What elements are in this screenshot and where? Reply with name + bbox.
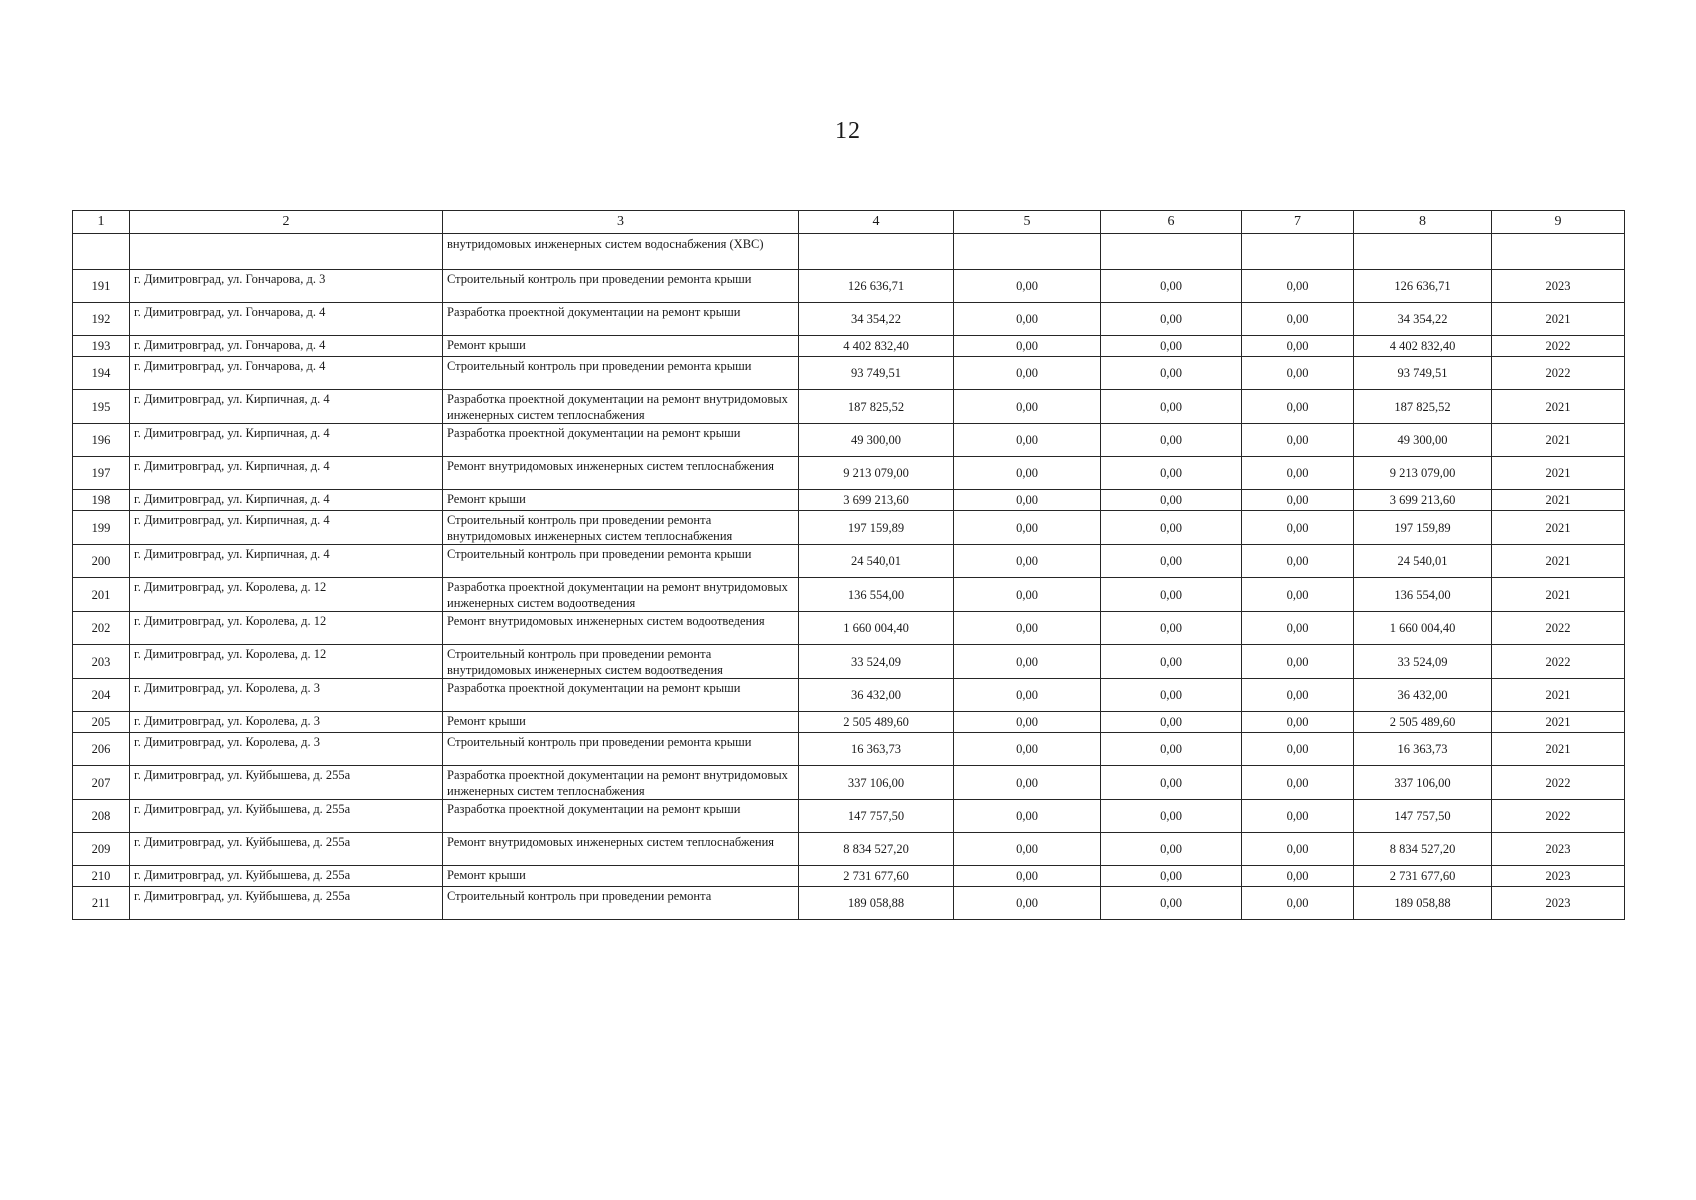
total-cost-cell: 49 300,00 (799, 424, 954, 457)
column-7-cell: 0,00 (1242, 733, 1354, 766)
row-number: 211 (73, 887, 130, 920)
address-cell: г. Димитровград, ул. Куйбышева, д. 255а (130, 887, 443, 920)
total-cost-cell: 33 524,09 (799, 645, 954, 679)
column-8-cell: 136 554,00 (1354, 578, 1492, 612)
column-header: 3 (443, 211, 799, 234)
address-cell: г. Димитровград, ул. Кирпичная, д. 4 (130, 545, 443, 578)
column-7-cell: 0,00 (1242, 511, 1354, 545)
year-cell: 2021 (1492, 424, 1625, 457)
table-cell (73, 234, 130, 270)
work-type-cell: Разработка проектной документации на ремонт крыши (443, 303, 799, 336)
column-5-cell: 0,00 (954, 336, 1101, 357)
total-cost-cell: 189 058,88 (799, 887, 954, 920)
year-cell: 2021 (1492, 490, 1625, 511)
column-5-cell: 0,00 (954, 303, 1101, 336)
column-8-cell: 126 636,71 (1354, 270, 1492, 303)
total-cost-cell: 9 213 079,00 (799, 457, 954, 490)
column-7-cell: 0,00 (1242, 766, 1354, 800)
column-5-cell: 0,00 (954, 612, 1101, 645)
column-8-cell: 93 749,51 (1354, 357, 1492, 390)
column-7-cell: 0,00 (1242, 866, 1354, 887)
work-type-cell: Ремонт внутридомовых инженерных систем водоотведения (443, 612, 799, 645)
total-cost-cell: 1 660 004,40 (799, 612, 954, 645)
table-row (73, 645, 1625, 679)
column-6-cell: 0,00 (1101, 578, 1242, 612)
work-type-cell: Строительный контроль при проведении ремонта крыши (443, 545, 799, 578)
year-cell: 2021 (1492, 578, 1625, 612)
row-number: 198 (73, 490, 130, 511)
row-number: 193 (73, 336, 130, 357)
year-cell: 2022 (1492, 645, 1625, 679)
column-7-cell: 0,00 (1242, 612, 1354, 645)
total-cost-cell: 36 432,00 (799, 679, 954, 712)
table-row (73, 887, 1625, 920)
work-type-cell: Ремонт внутридомовых инженерных систем теплоснабжения (443, 457, 799, 490)
total-cost-cell: 187 825,52 (799, 390, 954, 424)
column-header: 9 (1492, 211, 1625, 234)
table-row (73, 545, 1625, 578)
column-5-cell: 0,00 (954, 511, 1101, 545)
continuation-row (73, 234, 1625, 270)
column-7-cell: 0,00 (1242, 490, 1354, 511)
work-type-cell: Разработка проектной документации на ремонт крыши (443, 424, 799, 457)
row-number: 196 (73, 424, 130, 457)
address-cell: г. Димитровград, ул. Куйбышева, д. 255а (130, 833, 443, 866)
year-cell: 2021 (1492, 679, 1625, 712)
column-header: 2 (130, 211, 443, 234)
column-7-cell: 0,00 (1242, 336, 1354, 357)
column-6-cell: 0,00 (1101, 336, 1242, 357)
column-5-cell: 0,00 (954, 645, 1101, 679)
column-7-cell: 0,00 (1242, 833, 1354, 866)
register-table (72, 210, 1625, 920)
table-row (73, 357, 1625, 390)
column-header: 7 (1242, 211, 1354, 234)
column-8-cell: 1 660 004,40 (1354, 612, 1492, 645)
column-5-cell: 0,00 (954, 457, 1101, 490)
column-6-cell: 0,00 (1101, 270, 1242, 303)
year-cell: 2022 (1492, 800, 1625, 833)
column-8-cell: 33 524,09 (1354, 645, 1492, 679)
column-5-cell: 0,00 (954, 866, 1101, 887)
row-number: 197 (73, 457, 130, 490)
column-6-cell: 0,00 (1101, 833, 1242, 866)
column-5-cell: 0,00 (954, 800, 1101, 833)
column-8-cell: 24 540,01 (1354, 545, 1492, 578)
total-cost-cell: 34 354,22 (799, 303, 954, 336)
row-number: 204 (73, 679, 130, 712)
address-cell: г. Димитровград, ул. Королева, д. 12 (130, 645, 443, 679)
column-5-cell: 0,00 (954, 357, 1101, 390)
work-type-cell: Ремонт крыши (443, 866, 799, 887)
row-number: 205 (73, 712, 130, 733)
column-header: 5 (954, 211, 1101, 234)
year-cell: 2021 (1492, 733, 1625, 766)
column-5-cell: 0,00 (954, 578, 1101, 612)
column-5-cell: 0,00 (954, 733, 1101, 766)
total-cost-cell: 147 757,50 (799, 800, 954, 833)
column-8-cell: 3 699 213,60 (1354, 490, 1492, 511)
row-number: 192 (73, 303, 130, 336)
year-cell: 2021 (1492, 511, 1625, 545)
table-row (73, 679, 1625, 712)
column-7-cell: 0,00 (1242, 712, 1354, 733)
year-cell: 2022 (1492, 336, 1625, 357)
year-cell: 2022 (1492, 612, 1625, 645)
column-6-cell: 0,00 (1101, 357, 1242, 390)
total-cost-cell: 2 505 489,60 (799, 712, 954, 733)
table-row (73, 712, 1625, 733)
row-number: 202 (73, 612, 130, 645)
column-6-cell: 0,00 (1101, 511, 1242, 545)
work-type-cell: Ремонт внутридомовых инженерных систем теплоснабжения (443, 833, 799, 866)
table-row (73, 390, 1625, 424)
total-cost-cell: 24 540,01 (799, 545, 954, 578)
row-number: 194 (73, 357, 130, 390)
column-8-cell: 16 363,73 (1354, 733, 1492, 766)
column-8-cell: 187 825,52 (1354, 390, 1492, 424)
column-8-cell: 49 300,00 (1354, 424, 1492, 457)
total-cost-cell: 126 636,71 (799, 270, 954, 303)
total-cost-cell: 197 159,89 (799, 511, 954, 545)
column-7-cell: 0,00 (1242, 424, 1354, 457)
column-6-cell: 0,00 (1101, 645, 1242, 679)
column-7-cell: 0,00 (1242, 645, 1354, 679)
column-header: 6 (1101, 211, 1242, 234)
row-number: 201 (73, 578, 130, 612)
table-row (73, 336, 1625, 357)
column-6-cell: 0,00 (1101, 490, 1242, 511)
table-row (73, 733, 1625, 766)
column-7-cell: 0,00 (1242, 270, 1354, 303)
row-number: 199 (73, 511, 130, 545)
work-type-cell: Разработка проектной документации на ремонт крыши (443, 679, 799, 712)
year-cell: 2021 (1492, 390, 1625, 424)
table-row (73, 490, 1625, 511)
column-8-cell: 337 106,00 (1354, 766, 1492, 800)
year-cell: 2023 (1492, 270, 1625, 303)
page-number: 12 (835, 118, 861, 144)
row-number: 207 (73, 766, 130, 800)
column-7-cell: 0,00 (1242, 578, 1354, 612)
row-number: 200 (73, 545, 130, 578)
work-type-cell: Разработка проектной документации на ремонт внутридомовых инженерных систем теплоснабжения (443, 766, 799, 800)
column-7-cell: 0,00 (1242, 545, 1354, 578)
column-5-cell: 0,00 (954, 270, 1101, 303)
row-number: 191 (73, 270, 130, 303)
table-row (73, 612, 1625, 645)
column-7-cell: 0,00 (1242, 679, 1354, 712)
year-cell: 2021 (1492, 303, 1625, 336)
column-8-cell: 197 159,89 (1354, 511, 1492, 545)
column-8-cell: 2 731 677,60 (1354, 866, 1492, 887)
address-cell: г. Димитровград, ул. Гончарова, д. 4 (130, 336, 443, 357)
table-cell (954, 234, 1101, 270)
work-type-cell: Ремонт крыши (443, 712, 799, 733)
total-cost-cell: 136 554,00 (799, 578, 954, 612)
work-type-cell: Разработка проектной документации на ремонт внутридомовых инженерных систем водоотведения (443, 578, 799, 612)
address-cell: г. Димитровград, ул. Королева, д. 12 (130, 612, 443, 645)
work-type-cell: Строительный контроль при проведении ремонта внутридомовых инженерных систем теплоснабжения (443, 511, 799, 545)
row-number: 203 (73, 645, 130, 679)
address-cell: г. Димитровград, ул. Королева, д. 12 (130, 578, 443, 612)
continuation-text: внутридомовых инженерных систем водоснабжения (ХВС) (443, 234, 799, 270)
column-8-cell: 36 432,00 (1354, 679, 1492, 712)
work-type-cell: Строительный контроль при проведении ремонта крыши (443, 357, 799, 390)
column-8-cell: 2 505 489,60 (1354, 712, 1492, 733)
column-6-cell: 0,00 (1101, 424, 1242, 457)
column-7-cell: 0,00 (1242, 390, 1354, 424)
table-cell (1101, 234, 1242, 270)
column-6-cell: 0,00 (1101, 712, 1242, 733)
column-7-cell: 0,00 (1242, 887, 1354, 920)
column-6-cell: 0,00 (1101, 887, 1242, 920)
address-cell: г. Димитровград, ул. Кирпичная, д. 4 (130, 457, 443, 490)
address-cell: г. Димитровград, ул. Куйбышева, д. 255а (130, 766, 443, 800)
year-cell: 2021 (1492, 457, 1625, 490)
column-5-cell: 0,00 (954, 490, 1101, 511)
total-cost-cell: 4 402 832,40 (799, 336, 954, 357)
column-6-cell: 0,00 (1101, 800, 1242, 833)
column-8-cell: 8 834 527,20 (1354, 833, 1492, 866)
column-7-cell: 0,00 (1242, 457, 1354, 490)
row-number: 195 (73, 390, 130, 424)
year-cell: 2023 (1492, 887, 1625, 920)
table-header (73, 211, 1625, 234)
year-cell: 2023 (1492, 833, 1625, 866)
row-number: 206 (73, 733, 130, 766)
work-type-cell: Строительный контроль при проведении ремонта (443, 887, 799, 920)
column-6-cell: 0,00 (1101, 866, 1242, 887)
column-8-cell: 147 757,50 (1354, 800, 1492, 833)
work-type-cell: Строительный контроль при проведении ремонта крыши (443, 733, 799, 766)
column-8-cell: 189 058,88 (1354, 887, 1492, 920)
table-cell (130, 234, 443, 270)
table-row (73, 424, 1625, 457)
table-row (73, 303, 1625, 336)
column-7-cell: 0,00 (1242, 800, 1354, 833)
total-cost-cell: 2 731 677,60 (799, 866, 954, 887)
column-5-cell: 0,00 (954, 766, 1101, 800)
work-type-cell: Разработка проектной документации на ремонт крыши (443, 800, 799, 833)
year-cell: 2021 (1492, 545, 1625, 578)
address-cell: г. Димитровград, ул. Королева, д. 3 (130, 712, 443, 733)
table-row (73, 766, 1625, 800)
column-6-cell: 0,00 (1101, 390, 1242, 424)
column-8-cell: 9 213 079,00 (1354, 457, 1492, 490)
table-row (73, 511, 1625, 545)
address-cell: г. Димитровград, ул. Кирпичная, д. 4 (130, 424, 443, 457)
address-cell: г. Димитровград, ул. Кирпичная, д. 4 (130, 490, 443, 511)
year-cell: 2021 (1492, 712, 1625, 733)
address-cell: г. Димитровград, ул. Куйбышева, д. 255а (130, 866, 443, 887)
column-6-cell: 0,00 (1101, 679, 1242, 712)
work-type-cell: Ремонт крыши (443, 490, 799, 511)
table-cell (1354, 234, 1492, 270)
table-cell (1242, 234, 1354, 270)
table-row (73, 800, 1625, 833)
column-6-cell: 0,00 (1101, 612, 1242, 645)
work-type-cell: Разработка проектной документации на ремонт внутридомовых инженерных систем теплоснабжения (443, 390, 799, 424)
column-5-cell: 0,00 (954, 545, 1101, 578)
address-cell: г. Димитровград, ул. Гончарова, д. 3 (130, 270, 443, 303)
row-number: 210 (73, 866, 130, 887)
column-header: 8 (1354, 211, 1492, 234)
column-7-cell: 0,00 (1242, 357, 1354, 390)
address-cell: г. Димитровград, ул. Королева, д. 3 (130, 679, 443, 712)
column-8-cell: 34 354,22 (1354, 303, 1492, 336)
column-5-cell: 0,00 (954, 833, 1101, 866)
year-cell: 2022 (1492, 766, 1625, 800)
table-row (73, 866, 1625, 887)
column-5-cell: 0,00 (954, 679, 1101, 712)
year-cell: 2023 (1492, 866, 1625, 887)
total-cost-cell: 93 749,51 (799, 357, 954, 390)
table-cell (799, 234, 954, 270)
work-type-cell: Строительный контроль при проведении ремонта крыши (443, 270, 799, 303)
table-cell (1492, 234, 1625, 270)
column-header: 4 (799, 211, 954, 234)
column-8-cell: 4 402 832,40 (1354, 336, 1492, 357)
total-cost-cell: 8 834 527,20 (799, 833, 954, 866)
header-row (73, 211, 1625, 234)
table-body (73, 234, 1625, 920)
table-row (73, 578, 1625, 612)
address-cell: г. Димитровград, ул. Гончарова, д. 4 (130, 303, 443, 336)
address-cell: г. Димитровград, ул. Королева, д. 3 (130, 733, 443, 766)
address-cell: г. Димитровград, ул. Кирпичная, д. 4 (130, 511, 443, 545)
column-5-cell: 0,00 (954, 887, 1101, 920)
column-6-cell: 0,00 (1101, 733, 1242, 766)
address-cell: г. Димитровград, ул. Куйбышева, д. 255а (130, 800, 443, 833)
table-row (73, 270, 1625, 303)
column-6-cell: 0,00 (1101, 457, 1242, 490)
column-6-cell: 0,00 (1101, 766, 1242, 800)
total-cost-cell: 3 699 213,60 (799, 490, 954, 511)
work-type-cell: Строительный контроль при проведении ремонта внутридомовых инженерных систем водоотведения (443, 645, 799, 679)
column-7-cell: 0,00 (1242, 303, 1354, 336)
column-header: 1 (73, 211, 130, 234)
column-5-cell: 0,00 (954, 424, 1101, 457)
column-6-cell: 0,00 (1101, 545, 1242, 578)
address-cell: г. Димитровград, ул. Гончарова, д. 4 (130, 357, 443, 390)
column-5-cell: 0,00 (954, 712, 1101, 733)
work-type-cell: Ремонт крыши (443, 336, 799, 357)
total-cost-cell: 337 106,00 (799, 766, 954, 800)
year-cell: 2022 (1492, 357, 1625, 390)
row-number: 208 (73, 800, 130, 833)
table-row (73, 457, 1625, 490)
column-6-cell: 0,00 (1101, 303, 1242, 336)
table-row (73, 833, 1625, 866)
row-number: 209 (73, 833, 130, 866)
total-cost-cell: 16 363,73 (799, 733, 954, 766)
column-5-cell: 0,00 (954, 390, 1101, 424)
address-cell: г. Димитровград, ул. Кирпичная, д. 4 (130, 390, 443, 424)
